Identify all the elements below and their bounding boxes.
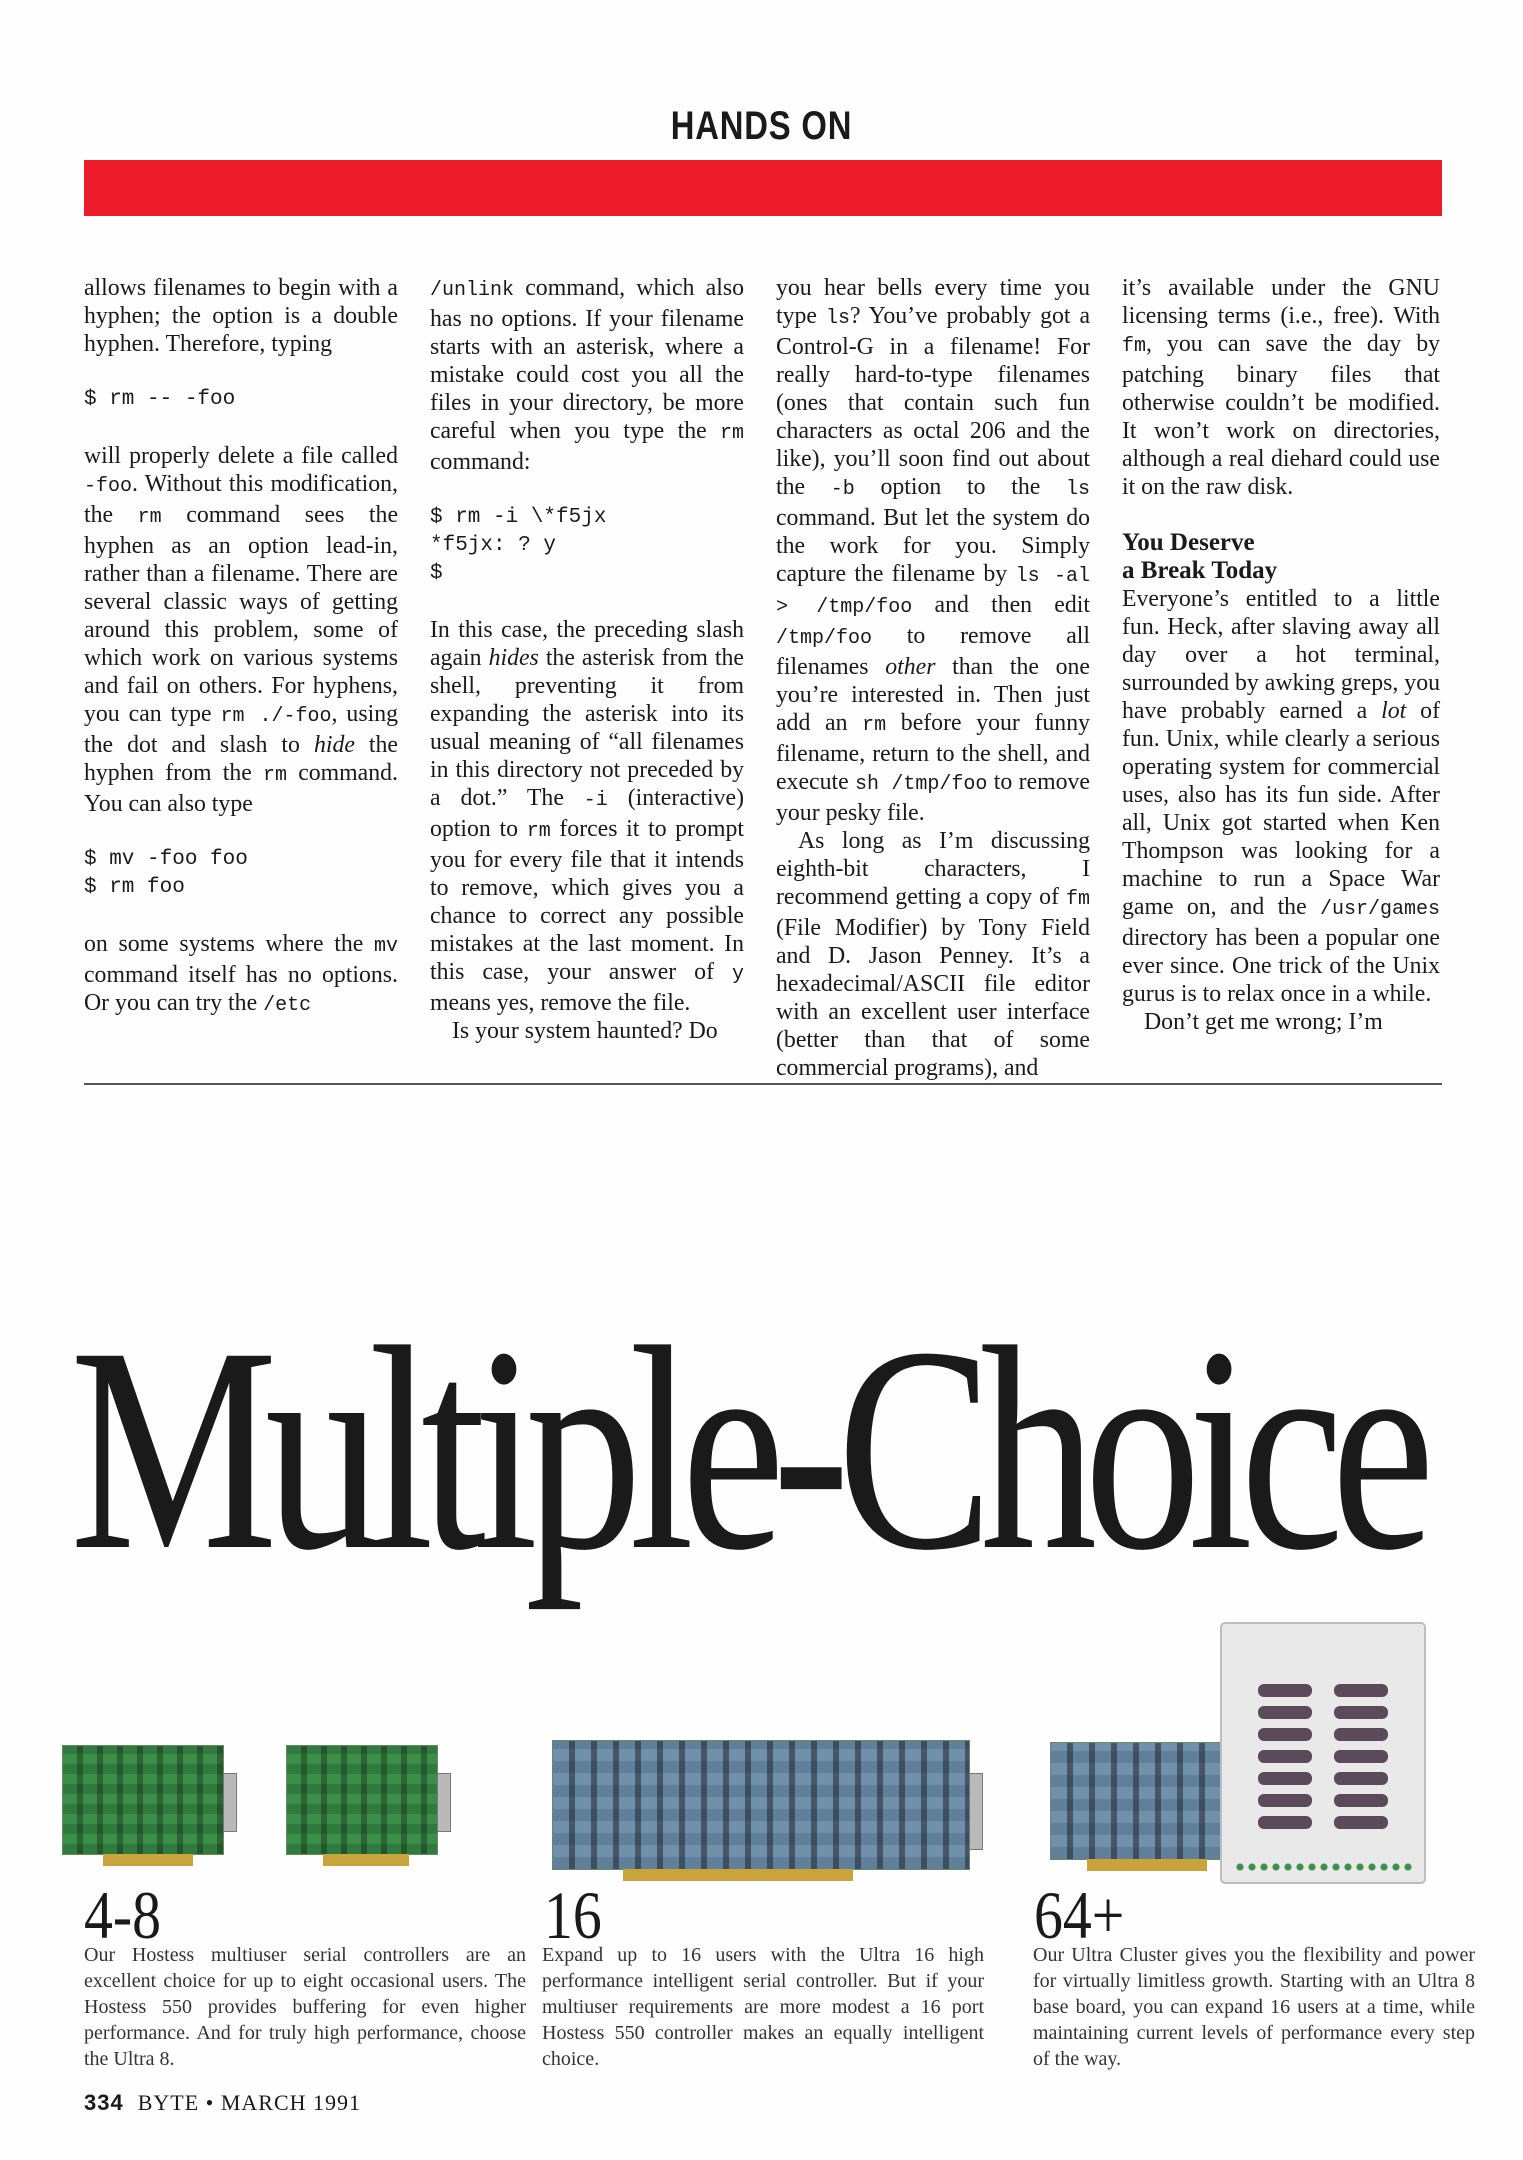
magazine-issue: BYTE • MARCH 1991 — [137, 2090, 362, 2115]
article-column-3 — [776, 274, 1090, 1082]
subheading: a Break Today — [1122, 557, 1278, 584]
paragraph: /unlink command, which also has no options. If your filename starts with an asterisk, where a mistake could cost you all the files in your directory, be more careful when you type the rm command: — [430, 275, 744, 475]
code-block: $ rm -i \*f5jx *f5jx: ? y $ — [430, 506, 607, 585]
ultra-16-board-image — [552, 1740, 970, 1870]
article-column-1 — [84, 274, 398, 1020]
divider — [84, 1083, 1442, 1085]
paragraph: it’s available under the GNU licensing terms (i.e., free). With fm, you can save the day by patching binary files that otherwise couldn’t be modified. It won’t work on directories, although a real diehard could use it on the raw disk. — [1122, 275, 1440, 500]
product-description: Our Ultra Cluster gives you the flexibility and power for virtually limitless growth. Starting with an Ultra 8 base board, you can expand 16 users at a time, while maintaining current levels of performance every step of the way. — [1033, 1944, 1475, 2070]
product-description: Our Hostess multiuser serial controllers are an excellent choice for up to eight occasional users. The Hostess 550 provides buffering for even higher performance. And for truly high performance, choose the Ultra 8. — [84, 1944, 526, 2070]
paragraph: you hear bells every time you type ls? You’ve probably got a Control-G in a filename! For really hard-to-type filenames (ones that contain such fun characters as octal 206 and the like), you’ll soon find out about the -b option to the ls command. But let the system do the work for you. Simply capture the filename by ls -al > /tmp/foo and then edit /tmp/foo to remove all filenames other than the one you’re interested in. Then just add an rm before your funny filename, return to the shell, and execute sh /tmp/foo to remove your pesky file. — [776, 275, 1091, 826]
code-block: $ mv -foo foo $ rm foo — [84, 848, 248, 899]
page-number: 334 — [84, 2090, 124, 2115]
product-user-count: 16 — [544, 1877, 602, 1953]
product-description: Expand up to 16 users with the Ultra 16 high performance intelligent serial controller. But if your multiuser requirements are more modest a 16 port Hostess 550 controller makes an equally intelligent choice. — [542, 1944, 984, 2070]
header-red-bar — [84, 160, 1442, 216]
section-title: HANDS ON — [670, 104, 853, 148]
paragraph: on some systems where the mv command itself has no options. Or you can try the /etc — [84, 931, 398, 1017]
code-block: $ rm -- -foo — [84, 388, 236, 411]
paragraph: Everyone’s entitled to a little fun. Heck, after slaving away all day over a hot terminal, surrounded by awking greps, you have probably earned a lot of fun. Unix, while clearly a serious operating system for commercial uses, also has its fun side. After all, Unix got started when Ken Thompson was looking for a machine to run a Space War game on, and the /usr/games directory has been a popular one ever since. One trick of the Unix gurus is to relax once in a while. — [1122, 586, 1441, 1007]
product-user-count: 4-8 — [84, 1877, 162, 1953]
paragraph: In this case, the preceding slash again hides the asterisk from the shell, preventing it from expanding the asterisk into its usual meaning of “all filenames in this directory not preceded by a dot.” The -i (interactive) option to rm forces it to prompt you for every file that it intends to remove, which gives you a chance to correct any possible mistakes at the last moment. In this case, your answer of y means yes, remove the file. — [430, 617, 745, 1016]
page-footer — [84, 2090, 361, 2116]
article-column-2 — [430, 274, 744, 1045]
serial-controller-board-image — [286, 1745, 438, 1855]
paragraph: Don’t get me wrong; I’m — [1144, 1009, 1383, 1035]
paragraph: As long as I’m discussing eighth-bit characters, I recommend getting a copy of fm (File Modifier) by Tony Field and D. Jason Penney. It’s a hexadecimal/ASCII file editor with an excellent user interface (better than that of some commercial programs), and — [776, 828, 1090, 1081]
ultra-cluster-panel-image — [1220, 1622, 1426, 1884]
article-column-4 — [1122, 274, 1440, 1036]
paragraph: allows filenames to begin with a hyphen; the option is a double hyphen. Therefore, typing — [84, 275, 398, 357]
ad-headline: Multiple-Choice — [70, 1288, 1423, 1611]
subheading: You Deserve — [1122, 529, 1255, 556]
paragraph: Is your system haunted? Do — [452, 1018, 718, 1044]
paragraph: will properly delete a file called -foo. Without this modification, the rm command sees the hyphen as an option lead-in, rather than a filename. There are several classic ways of getting around this problem, some of which work on various systems and fail on others. For hyphens, you can type rm ./-foo, using the dot and slash to hide the hyphen from the rm command. You can also type — [84, 443, 399, 817]
product-user-count: 64+ — [1034, 1877, 1125, 1953]
serial-controller-board-image — [62, 1745, 224, 1855]
